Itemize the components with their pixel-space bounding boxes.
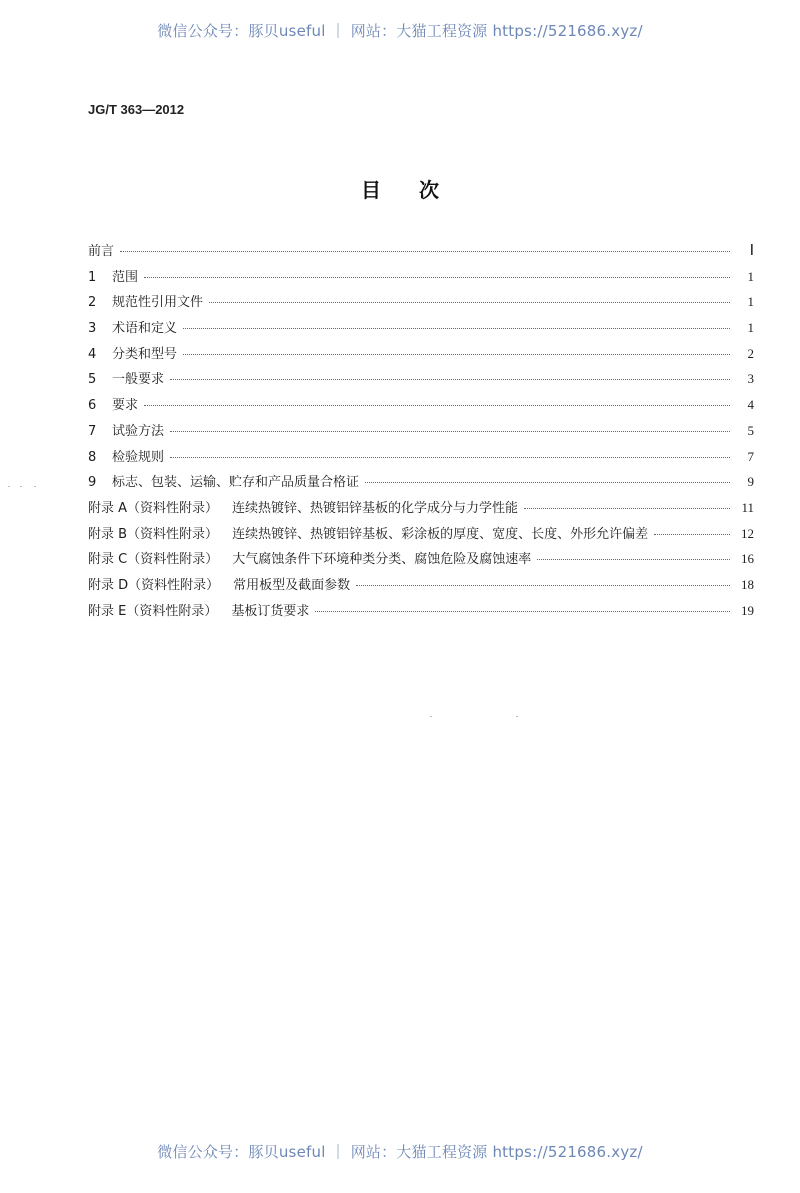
page-title: 目次 bbox=[361, 178, 477, 202]
dot-leader bbox=[356, 585, 730, 586]
toc-entry-page-number: 1 bbox=[747, 268, 754, 284]
toc-entry[interactable] bbox=[88, 523, 754, 549]
toc-entry-label: 范围 bbox=[112, 269, 139, 285]
dot-leader bbox=[524, 508, 730, 509]
toc-entry[interactable] bbox=[88, 317, 754, 343]
toc-entry[interactable] bbox=[88, 574, 754, 600]
toc-entry-number: 8 bbox=[88, 449, 97, 465]
toc-entry-page-number: 5 bbox=[747, 422, 754, 438]
toc-entry-label-group bbox=[88, 548, 531, 567]
toc-entry-page-number: 7 bbox=[747, 448, 754, 464]
toc-entry[interactable] bbox=[88, 291, 754, 317]
toc-entry-page-number: 1 bbox=[747, 320, 754, 336]
toc-entry-label: 术语和定义 bbox=[112, 321, 178, 337]
dot-leader bbox=[144, 405, 730, 406]
toc-entry-page-number: Ⅰ bbox=[749, 243, 754, 259]
toc-entry-number: 7 bbox=[88, 423, 97, 439]
toc-entry-page-number: 9 bbox=[747, 474, 754, 490]
toc-entry-appendix: 附录 E（资料性附录） bbox=[88, 603, 218, 619]
toc-entry[interactable] bbox=[88, 368, 754, 394]
toc-entry-appendix: 附录 D（资料性附录） bbox=[88, 577, 220, 593]
toc-entry-appendix: 附录 A（资料性附录） bbox=[88, 500, 219, 516]
toc-entry[interactable] bbox=[88, 548, 754, 574]
toc-entry-label: 前言 bbox=[88, 244, 115, 259]
toc-entry[interactable] bbox=[88, 446, 754, 472]
toc-entry-label-group bbox=[112, 291, 203, 310]
toc-entry-label: 标志、包装、运输、贮存和产品质量合格证 bbox=[112, 475, 360, 491]
toc-entry-label-group bbox=[112, 343, 177, 362]
toc-entry-page-number: 1 bbox=[747, 294, 754, 310]
toc-entry-number: 9 bbox=[88, 475, 97, 491]
dot-leader bbox=[183, 328, 730, 329]
toc-entry-appendix: 附录 C（资料性附录） bbox=[88, 552, 219, 568]
toc-entry-number: 6 bbox=[88, 398, 97, 414]
dot-leader bbox=[170, 431, 730, 432]
toc-entry-page-number: 12 bbox=[741, 525, 754, 541]
scan-speck bbox=[430, 716, 432, 717]
toc-entry[interactable] bbox=[88, 394, 754, 420]
toc-entry-label: 一般要求 bbox=[112, 372, 165, 388]
dot-leader bbox=[537, 559, 730, 560]
toc-entry-label-group bbox=[112, 420, 164, 439]
toc-entry-number: 2 bbox=[88, 295, 97, 311]
toc-entry[interactable] bbox=[88, 471, 754, 497]
toc-entry-label: 连续热镀锌、热镀铝锌基板、彩涂板的厚度、宽度、长度、外形允许偏差 bbox=[232, 526, 649, 542]
toc-entry-page-number: 3 bbox=[747, 371, 754, 387]
toc-entry[interactable] bbox=[88, 240, 754, 266]
toc-entry-label: 常用板型及截面参数 bbox=[233, 577, 351, 593]
toc-entry-number: 5 bbox=[88, 372, 97, 388]
scan-speck bbox=[8, 486, 10, 487]
toc-entry-label: 分类和型号 bbox=[112, 346, 178, 362]
standard-code: JG/T 363—2012 bbox=[88, 102, 185, 117]
toc-entry-number: 1 bbox=[88, 269, 97, 285]
toc-entry[interactable] bbox=[88, 343, 754, 369]
dot-leader bbox=[209, 302, 730, 303]
toc-entry-page-number: 11 bbox=[741, 499, 754, 515]
dot-leader bbox=[170, 457, 730, 458]
toc-entry-page-number: 4 bbox=[747, 397, 754, 413]
scan-speck bbox=[20, 486, 22, 487]
toc-entry-label-group bbox=[112, 446, 164, 465]
dot-leader bbox=[654, 534, 730, 535]
toc-entry-label: 检验规则 bbox=[112, 449, 165, 465]
dot-leader bbox=[183, 354, 730, 355]
toc-entry-page-number: 16 bbox=[741, 551, 754, 567]
toc-entry-page-number: 19 bbox=[741, 602, 754, 618]
watermark-bottom: 微信公众号：豚贝useful ｜ 网站：大猫工程资源 https://521686.xyz/ bbox=[157, 1143, 643, 1161]
toc-entry-number: 3 bbox=[88, 321, 97, 337]
dot-leader bbox=[365, 482, 730, 483]
toc-entry-label-group bbox=[88, 523, 648, 542]
scan-speck bbox=[516, 716, 518, 717]
toc-entry-label: 要求 bbox=[112, 398, 139, 414]
toc-entry-label-group bbox=[112, 471, 359, 490]
toc-entry-label-group bbox=[88, 497, 518, 516]
toc-entry-label: 大气腐蚀条件下环境种类分类、腐蚀危险及腐蚀速率 bbox=[232, 552, 532, 568]
dot-leader bbox=[144, 277, 730, 278]
toc-entry-label-group bbox=[112, 368, 164, 387]
toc-entry-label: 试验方法 bbox=[112, 423, 165, 439]
scan-speck bbox=[34, 486, 36, 487]
toc-entry-label: 基板订货要求 bbox=[231, 603, 310, 619]
toc-entry-label-group bbox=[88, 240, 114, 259]
toc-entry-page-number: 2 bbox=[747, 345, 754, 361]
toc-entry-label-group bbox=[112, 266, 138, 285]
toc-entry-page-number: 18 bbox=[741, 576, 754, 592]
toc-entry-label: 规范性引用文件 bbox=[112, 295, 204, 311]
toc-entry-label-group bbox=[112, 394, 138, 413]
toc-entry-label: 连续热镀锌、热镀铝锌基板的化学成分与力学性能 bbox=[232, 500, 519, 516]
toc-entry-label-group bbox=[88, 600, 309, 619]
toc-entry[interactable] bbox=[88, 420, 754, 446]
toc-entry[interactable] bbox=[88, 497, 754, 523]
dot-leader bbox=[120, 251, 730, 252]
toc-entry[interactable] bbox=[88, 266, 754, 292]
toc-entry-label-group bbox=[112, 317, 177, 336]
dot-leader bbox=[170, 379, 730, 380]
toc-entry-label-group bbox=[88, 574, 350, 593]
toc-entry-number: 4 bbox=[88, 346, 97, 362]
watermark-top: 微信公众号：豚贝useful ｜ 网站：大猫工程资源 https://521686.xyz/ bbox=[157, 22, 643, 40]
toc-entry[interactable] bbox=[88, 600, 754, 626]
toc-entry-appendix: 附录 B（资料性附录） bbox=[88, 526, 219, 542]
dot-leader bbox=[315, 611, 730, 612]
table-of-contents bbox=[88, 240, 754, 625]
